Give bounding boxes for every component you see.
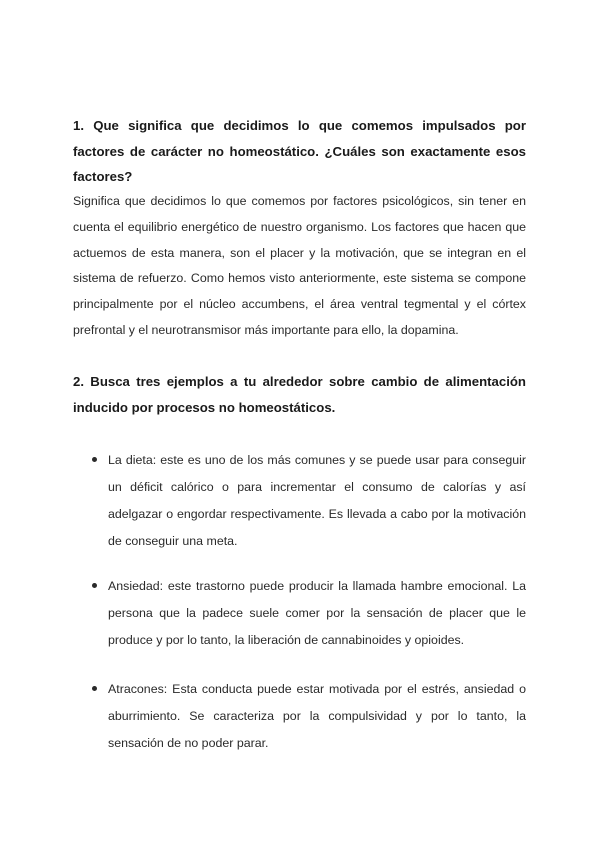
bullet-icon: [92, 457, 97, 462]
question-1-heading: 1. Que significa que decidimos lo que comemos impulsados por factores de carácter no homeostático. ¿Cuáles son exactamente esos factores?: [73, 118, 526, 184]
answer-1-paragraph: Significa que decidimos lo que comemos por factores psicológicos, sin tener en cuenta el equilibrio energético de nuestro organismo. Los factores que hacen que actuemos de esta manera, son el placer y la motivación, que se integran en el sistema de refuerzo. Como hemos visto anteriormente, este sistema se compone principalmente por el núcleo accumbens, el área ventral tegmental y el córtex prefrontal y el neurotransmisor más importante para ello, la dopamina.: [73, 194, 526, 337]
example-item-text: La dieta: este es uno de los más comunes y se puede usar para conseguir un déficit calórico o para incrementar el consumo de calorías y así adelgazar o engordar respectivamente. Es llevada a cabo por la motivación de conseguir una meta.: [108, 453, 526, 548]
bullet-icon: [92, 686, 97, 691]
question-2-heading: 2. Busca tres ejemplos a tu alrededor sobre cambio de alimentación inducido por procesos no homeostáticos.: [73, 374, 526, 415]
example-item-text: Ansiedad: este trastorno puede producir la llamada hambre emocional. La persona que la padece suele comer por la sensación de placer que le produce y por lo tanto, la liberación de cannabinoides y opioides.: [108, 579, 526, 647]
bullet-icon: [92, 583, 97, 588]
example-item-text: Atracones: Esta conducta puede estar motivada por el estrés, ansiedad o aburrimiento. Se caracteriza por la compulsividad y por lo tanto, la sensación de no poder parar.: [108, 682, 526, 750]
